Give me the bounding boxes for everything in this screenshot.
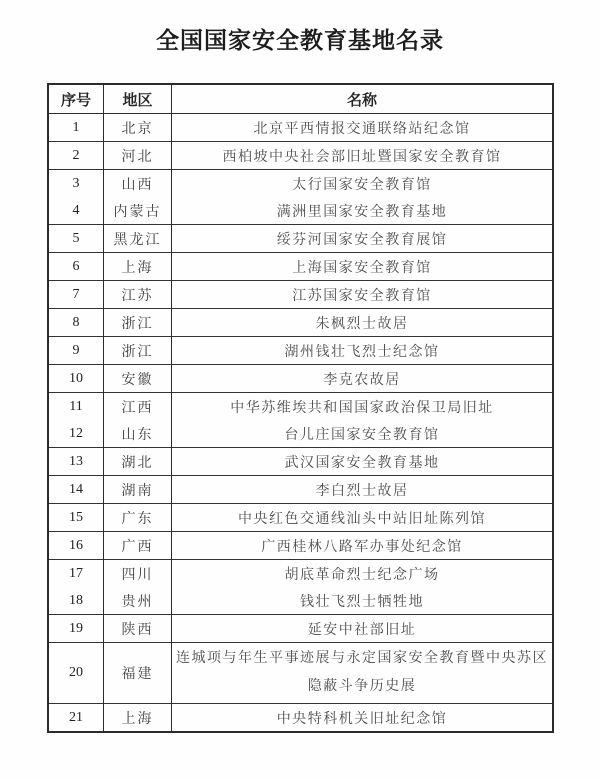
cell-region: 安徽 [104,365,172,393]
cell-no: 19 [49,615,104,643]
cell-name: 中华苏维埃共和国国家政治保卫局旧址 [230,400,494,416]
cell-no: 17 [49,560,104,587]
table-row [49,253,552,281]
cell-region: 上海 [104,253,172,281]
table-body [49,114,552,731]
cell-no: 16 [49,532,104,560]
cell-no: 4 [49,197,104,225]
cell-name: 朱枫烈士故居 [172,309,552,337]
cell-name: 太行国家安全教育馆 [292,177,432,193]
table-row [49,587,552,615]
cell-region: 陕西 [104,615,172,643]
cell-region: 广西 [104,532,172,560]
cell-region: 江苏 [104,281,172,309]
cell-no: 14 [49,476,104,504]
page-title: 全国国家安全教育基地名录 [156,27,444,53]
table-row [49,170,552,197]
cell-region: 河北 [104,142,172,170]
cell-no: 15 [49,504,104,532]
cell-name: 连城项与年生平事迹展与永定国家安全教育暨中央苏区隐蔽斗争历史展 [172,643,552,704]
cell-name: 满洲里国家安全教育基地 [172,197,552,225]
cell-region: 贵州 [104,587,172,615]
cell-no: 6 [49,253,104,281]
table-row [49,560,552,587]
cell-no: 10 [49,365,104,393]
cell-region: 广东 [104,504,172,532]
table-row [49,704,552,731]
cell-no: 1 [49,114,104,142]
cell-name: 延安中社部旧址 [172,615,552,643]
cell-region: 黑龙江 [104,225,172,253]
cell-no: 2 [49,142,104,170]
table-row [49,114,552,142]
cell-name: 钱壮飞烈士牺牲地 [172,587,552,615]
table-row [49,281,552,309]
cell-name: 北京平西情报交通联络站纪念馆 [172,114,552,142]
cell-name: 上海国家安全教育馆 [172,253,552,281]
cell-region: 湖南 [104,476,172,504]
cell-name: 西柏坡中央社会部旧址暨国家安全教育馆 [172,142,552,170]
cell-no: 9 [49,337,104,365]
cell-region: 江西 [104,393,172,420]
cell-name: 台儿庄国家安全教育馆 [172,420,552,448]
cell-no: 11 [49,393,104,420]
col-header-no: 序号 [49,85,104,114]
cell-name: 武汉国家安全教育基地 [172,448,552,476]
cell-region: 内蒙古 [104,197,172,225]
cell-no: 8 [49,309,104,337]
cell-no: 12 [49,420,104,448]
cell-name: 江苏国家安全教育馆 [172,281,552,309]
table-row [49,532,552,560]
table-row [49,476,552,504]
table-row [49,225,552,253]
cell-no: 7 [49,281,104,309]
cell-region: 山东 [104,420,172,448]
cell-region: 湖北 [104,448,172,476]
cell-no: 13 [49,448,104,476]
header-row [49,85,552,114]
table-row [49,309,552,337]
cell-no: 5 [49,225,104,253]
table-row [49,420,552,448]
cell-name: 湖州钱壮飞烈士纪念馆 [172,337,552,365]
table-row [49,643,552,704]
table-row [49,337,552,365]
cell-region: 四川 [104,560,172,587]
table-row [49,393,552,420]
cell-region: 山西 [104,170,172,197]
cell-no: 18 [49,587,104,615]
cell-region: 浙江 [104,337,172,365]
table-row [49,142,552,170]
cell-region: 福建 [104,643,172,704]
col-header-name: 名称 [172,85,552,114]
cell-name: 胡底革命烈士纪念广场 [284,567,440,583]
col-header-region: 地区 [104,85,172,114]
cell-name: 中央特科机关旧址纪念馆 [276,711,448,727]
table-row [49,365,552,393]
cell-region: 北京 [104,114,172,142]
cell-name: 李白烈士故居 [172,476,552,504]
cell-name: 广西桂林八路军办事处纪念馆 [172,532,552,560]
table-header [49,85,552,114]
cell-no: 21 [49,704,104,731]
cell-name: 中央红色交通线汕头中站旧址陈列馆 [172,504,552,532]
table-row [49,504,552,532]
cell-region: 上海 [104,704,172,731]
bases-table [47,83,554,733]
cell-no: 3 [49,170,104,197]
cell-no: 20 [49,643,104,704]
table-row [49,615,552,643]
cell-name: 绥芬河国家安全教育展馆 [172,225,552,253]
table-row [49,197,552,225]
table-row [49,448,552,476]
cell-name: 李克农故居 [172,365,552,393]
cell-region: 浙江 [104,309,172,337]
